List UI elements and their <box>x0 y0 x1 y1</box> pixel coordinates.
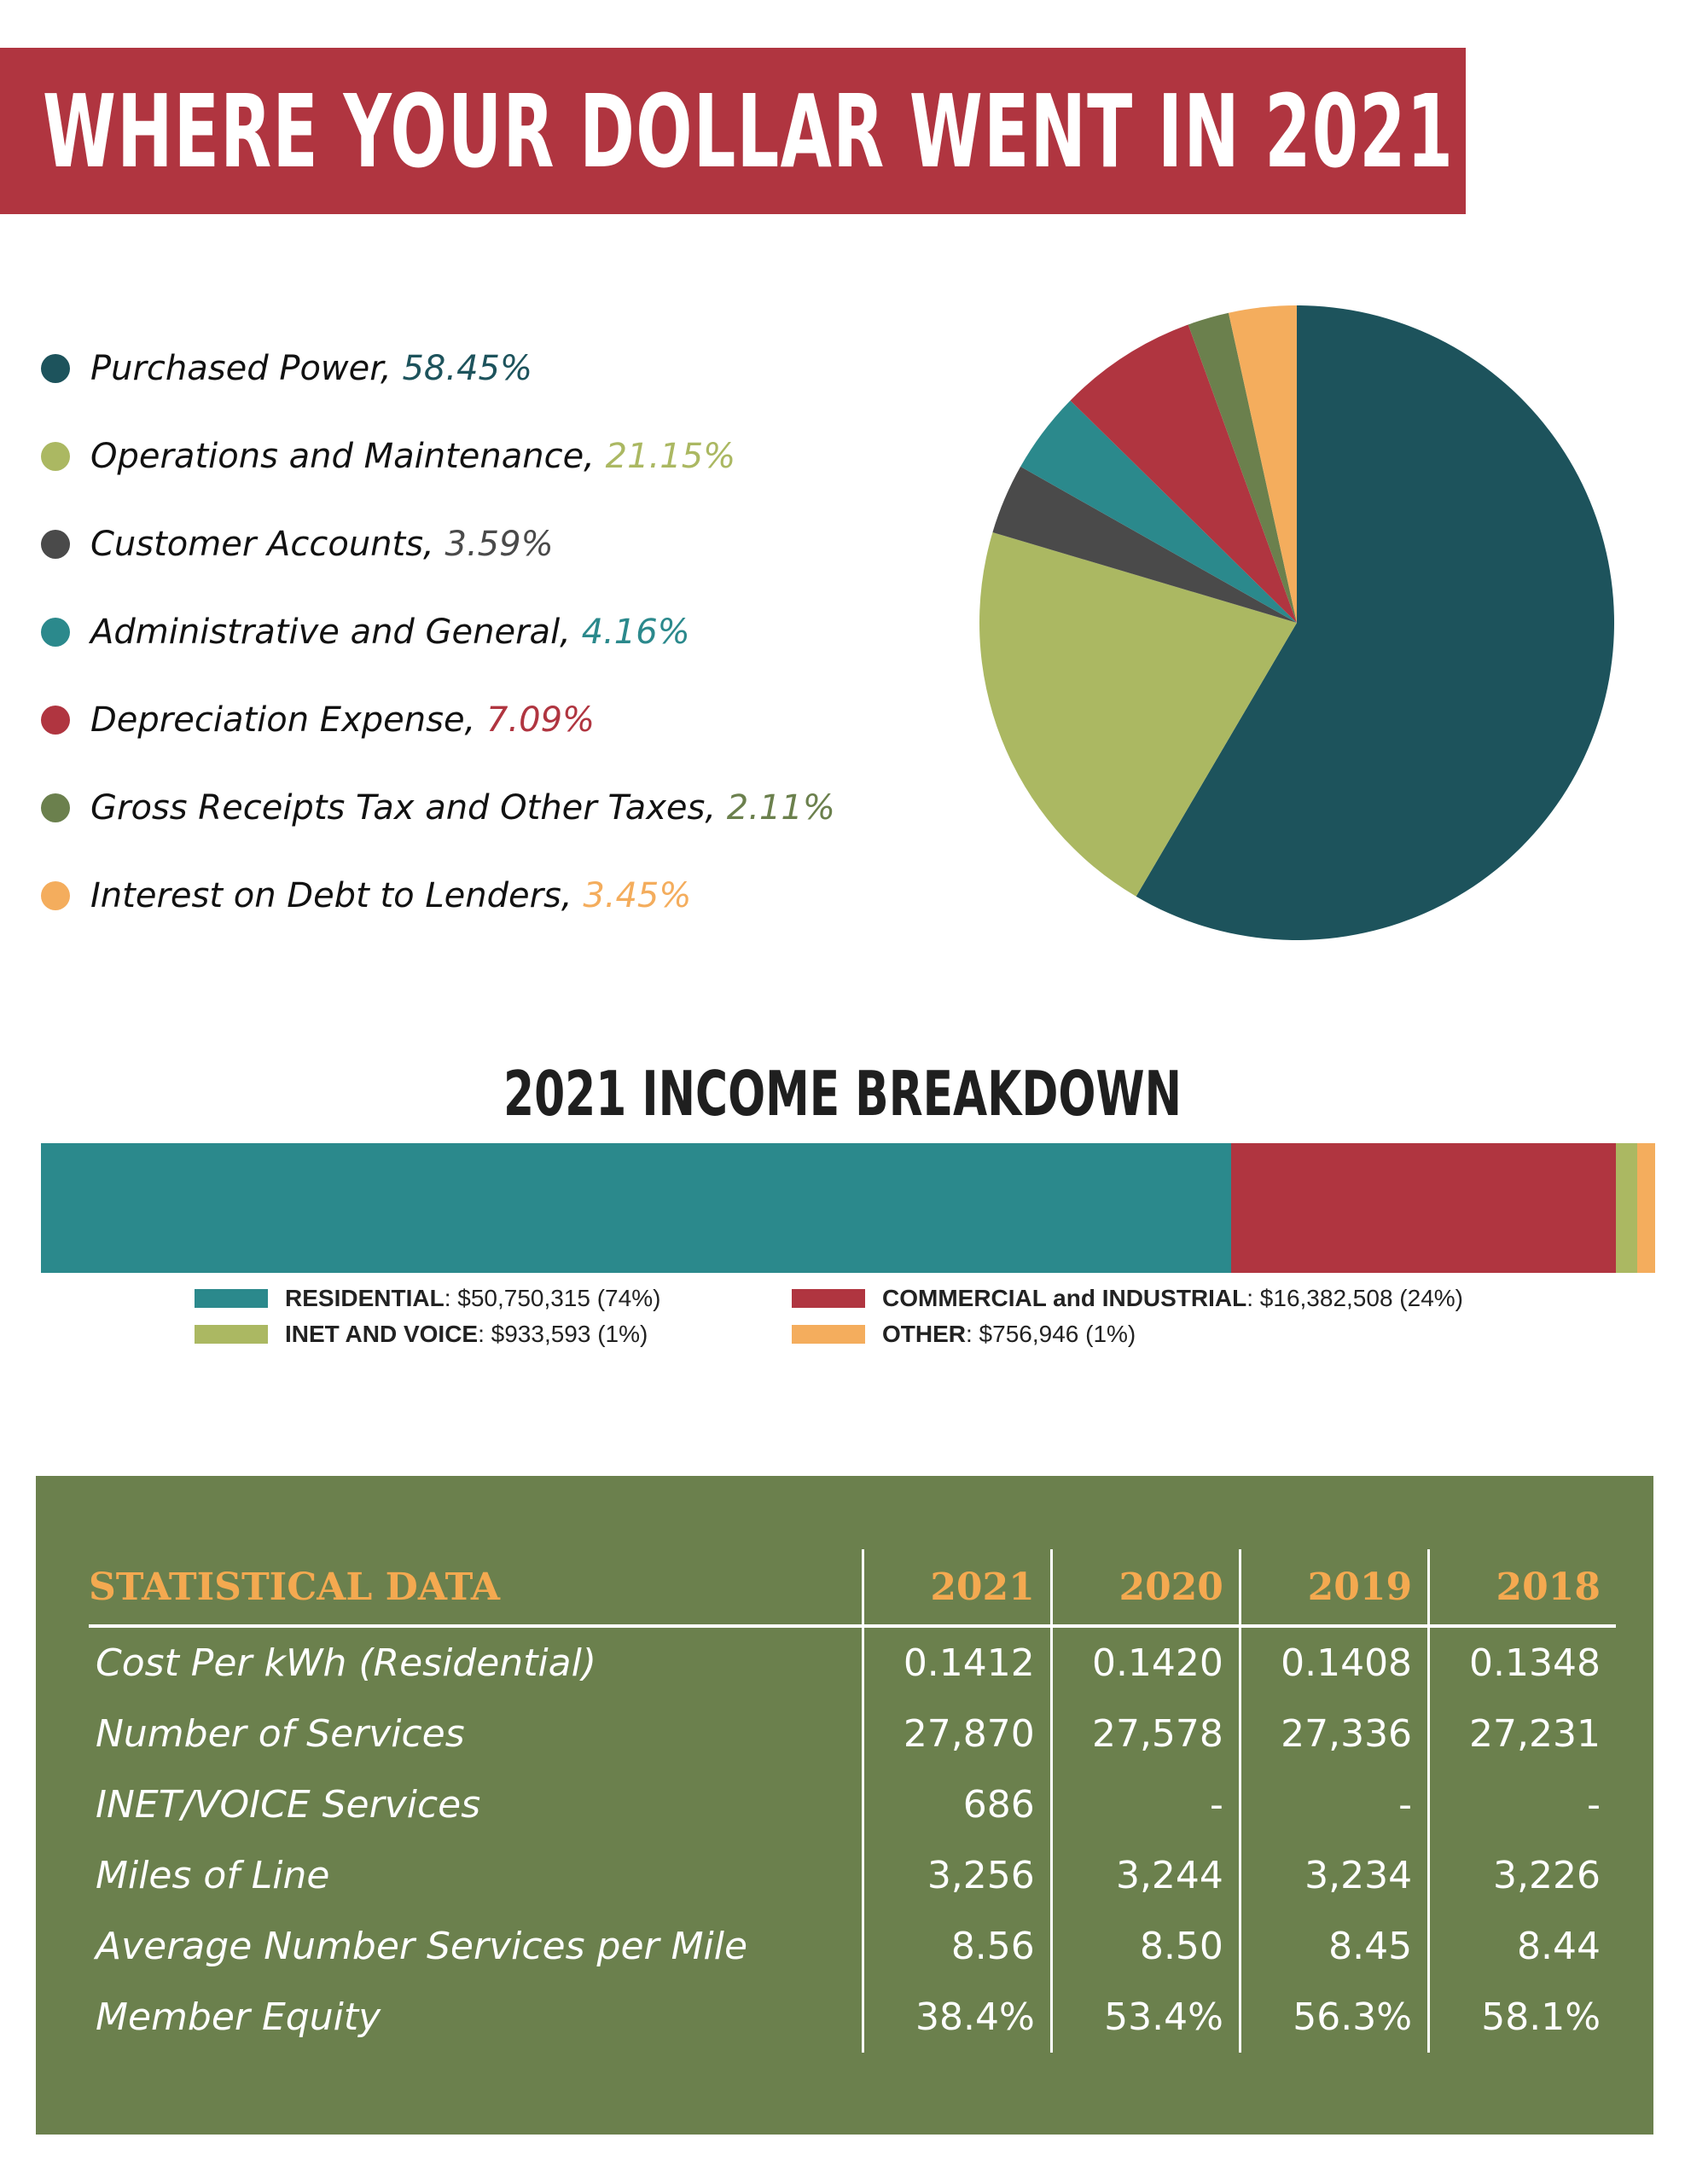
income-bar-segment <box>1637 1143 1655 1273</box>
legend-item <box>41 851 945 939</box>
pie-chart <box>973 299 1621 947</box>
legend-dot-icon <box>41 530 70 559</box>
income-legend-label: RESIDENTIAL <box>285 1285 444 1311</box>
income-legend-detail: : $933,593 (1%) <box>478 1321 648 1347</box>
row-label: Cost Per kWh (Residential) <box>96 1641 597 1685</box>
pie-chart-container <box>973 299 1621 947</box>
income-legend-detail: : $16,382,508 (24%) <box>1246 1285 1463 1311</box>
table-row <box>89 1626 1616 1699</box>
legend-value: 58.45% <box>402 348 532 388</box>
table-header-row <box>89 1549 1616 1626</box>
income-legend-swatch <box>195 1325 268 1344</box>
income-legend-swatch <box>792 1325 865 1344</box>
legend-text <box>90 349 532 388</box>
legend-text <box>90 525 554 564</box>
table-body <box>89 1626 1616 2053</box>
legend-dot-icon <box>41 881 70 910</box>
page-title: WHERE YOUR DOLLAR WENT IN 2021 <box>43 73 1455 190</box>
legend-label: Interest on Debt to Lenders, <box>90 875 584 915</box>
income-legend-label: OTHER <box>882 1321 966 1347</box>
income-legend-item <box>195 1321 648 1348</box>
title-banner <box>0 48 1466 214</box>
table-row <box>89 1769 1616 1840</box>
table-cell: 8.56 <box>863 1911 1051 1982</box>
income-legend-item <box>195 1285 660 1312</box>
table-row <box>89 1911 1616 1982</box>
income-legend-swatch <box>195 1289 268 1308</box>
legend-label: Purchased Power, <box>90 348 403 388</box>
table-cell: 3,244 <box>1051 1840 1240 1911</box>
legend-text <box>90 437 735 476</box>
legend-item <box>41 588 945 676</box>
table-cell: 8.50 <box>1051 1911 1240 1982</box>
income-legend-detail: : $50,750,315 (74%) <box>444 1285 661 1311</box>
year-header: 2019 <box>1240 1549 1428 1626</box>
table-cell: 3,234 <box>1240 1840 1428 1911</box>
legend-text <box>90 700 595 740</box>
legend-text <box>90 613 690 652</box>
income-legend-label: INET AND VOICE <box>285 1321 479 1347</box>
table-row <box>89 1699 1616 1769</box>
legend-item <box>41 412 945 500</box>
legend-label: Depreciation Expense, <box>90 700 486 740</box>
row-label: Member Equity <box>96 1995 381 2039</box>
table-cell: 27,336 <box>1240 1699 1428 1769</box>
legend-dot-icon <box>41 706 70 735</box>
table-header-title: STATISTICAL DATA <box>89 1549 863 1626</box>
row-label: Average Number Services per Mile <box>96 1925 748 1968</box>
row-label: Number of Services <box>96 1712 465 1756</box>
legend-item <box>41 764 945 851</box>
table-cell: 27,231 <box>1429 1699 1616 1769</box>
table-cell: 0.1348 <box>1429 1626 1616 1699</box>
table-cell: 56.3% <box>1240 1982 1428 2053</box>
table-cell: 8.44 <box>1429 1911 1616 1982</box>
table-row <box>89 1982 1616 2053</box>
legend-dot-icon <box>41 618 70 647</box>
legend-label: Customer Accounts, <box>90 524 445 564</box>
table-cell: - <box>1240 1769 1428 1840</box>
income-bar-segment <box>41 1143 1231 1273</box>
table-cell: 53.4% <box>1051 1982 1240 2053</box>
legend-text <box>90 876 691 915</box>
income-legend-item <box>792 1321 1136 1348</box>
table-cell: 0.1420 <box>1051 1626 1240 1699</box>
legend-label: Administrative and General, <box>90 612 582 652</box>
legend-value: 2.11% <box>726 787 835 828</box>
table-cell: 8.45 <box>1240 1911 1428 1982</box>
legend-label: Gross Receipts Tax and Other Taxes, <box>90 787 727 828</box>
income-stacked-bar <box>41 1143 1655 1273</box>
legend-text <box>90 788 835 828</box>
legend-label: Operations and Maintenance, <box>90 436 606 476</box>
table-cell: 58.1% <box>1429 1982 1616 2053</box>
statistical-data-table <box>89 1549 1616 2053</box>
income-breakdown-title: 2021 INCOME BREAKDOWN <box>503 1058 1182 1130</box>
income-legend-item <box>792 1285 1463 1312</box>
row-label: Miles of Line <box>96 1854 330 1897</box>
year-header: 2021 <box>863 1549 1051 1626</box>
legend-value: 21.15% <box>605 436 736 476</box>
table-cell: - <box>1429 1769 1616 1840</box>
table-cell: 27,870 <box>863 1699 1051 1769</box>
income-legend-detail: : $756,946 (1%) <box>966 1321 1136 1347</box>
income-bar-segment <box>1231 1143 1615 1273</box>
legend-value: 7.09% <box>485 700 596 740</box>
legend-value: 3.59% <box>444 524 554 564</box>
income-bar-segment <box>1616 1143 1638 1273</box>
table-cell: - <box>1051 1769 1240 1840</box>
legend-value: 3.45% <box>583 875 692 915</box>
legend-value: 4.16% <box>581 612 690 652</box>
table-cell: 3,256 <box>863 1840 1051 1911</box>
row-label: INET/VOICE Services <box>96 1783 481 1827</box>
table-cell: 38.4% <box>863 1982 1051 2053</box>
table-cell: 0.1412 <box>863 1626 1051 1699</box>
year-header: 2020 <box>1051 1549 1240 1626</box>
table-cell: 27,578 <box>1051 1699 1240 1769</box>
legend-item <box>41 500 945 588</box>
legend-item <box>41 324 945 412</box>
pie-legend <box>41 324 945 939</box>
table-cell: 686 <box>863 1769 1051 1840</box>
table-row <box>89 1840 1616 1911</box>
statistical-data-panel <box>36 1476 1653 2135</box>
legend-item <box>41 676 945 764</box>
table-cell: 3,226 <box>1429 1840 1616 1911</box>
year-header: 2018 <box>1429 1549 1616 1626</box>
table-cell: 0.1408 <box>1240 1626 1428 1699</box>
income-legend-swatch <box>792 1289 865 1308</box>
income-legend-label: COMMERCIAL and INDUSTRIAL <box>882 1285 1247 1311</box>
legend-dot-icon <box>41 442 70 471</box>
legend-dot-icon <box>41 354 70 383</box>
legend-dot-icon <box>41 793 70 822</box>
